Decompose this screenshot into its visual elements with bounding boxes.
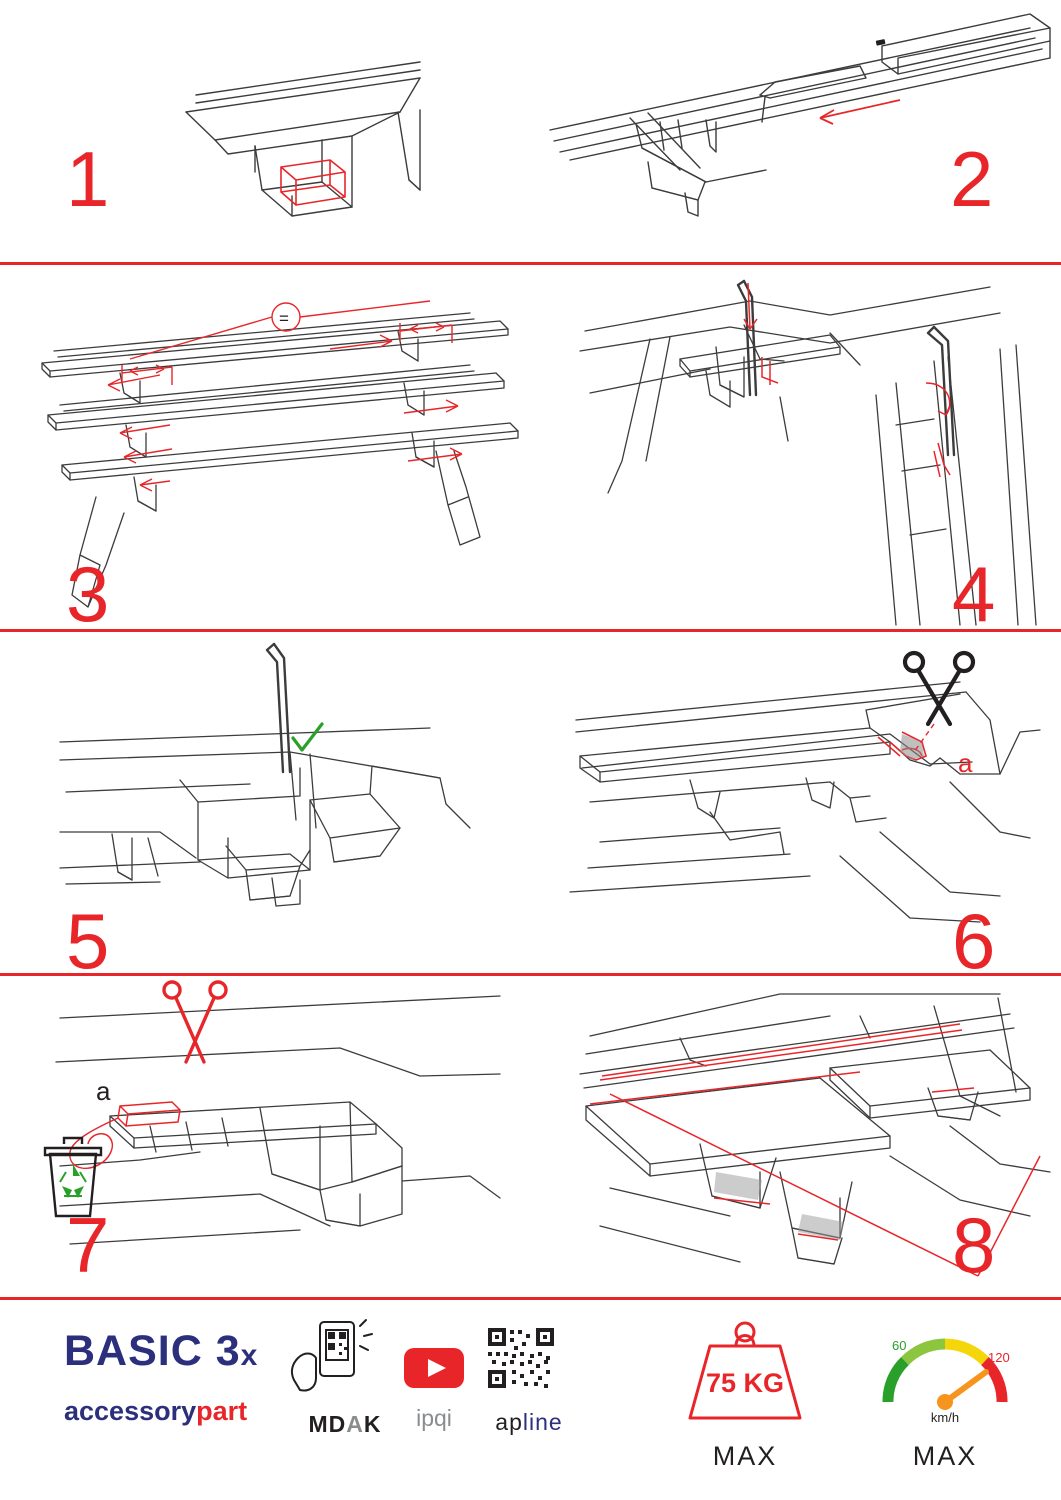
step-3-number: 3 [66, 550, 110, 629]
brand-block [64, 1328, 294, 1427]
mdak-part1: MD [308, 1411, 347, 1437]
brand-title-main: BASIC 3 [64, 1327, 241, 1375]
step-1-number: 1 [66, 135, 110, 223]
step-6-illustration [530, 632, 1061, 973]
step-5-illustration [0, 632, 530, 973]
max-load-block [660, 1310, 830, 1472]
qr-scan-phone-icon [290, 1318, 400, 1396]
callout-a-step6: a [958, 748, 973, 778]
max-load-value: 75 KG [705, 1368, 785, 1398]
svg-text:=: = [279, 309, 289, 328]
step-1-illustration [0, 0, 530, 262]
apline-part2: line [522, 1409, 563, 1435]
step-7-number: 7 [66, 1201, 110, 1289]
weight-icon [660, 1310, 830, 1430]
step-2-illustration [530, 0, 1061, 262]
step-8-number: 8 [952, 1201, 996, 1289]
step-5-number: 5 [66, 897, 110, 973]
mdak-part2: A [346, 1411, 364, 1437]
callout-a-step7: a [96, 1076, 111, 1106]
scissors-icon [164, 982, 226, 1062]
step-8-illustration [530, 976, 1061, 1297]
logo-youtube-caption: ipqi [416, 1405, 452, 1431]
mdak-part3: K [363, 1411, 382, 1437]
max-speed-block [860, 1310, 1030, 1472]
brand-word-two: part [196, 1396, 248, 1426]
speedometer-icon [860, 1310, 1030, 1430]
step-4-number: 4 [952, 550, 996, 629]
step-2-number: 2 [950, 135, 994, 223]
apline-part1: ap [495, 1409, 523, 1435]
max-load-label: MAX [712, 1441, 778, 1471]
svg-text:60: 60 [892, 1338, 907, 1353]
brand-word-one: accessory [64, 1396, 197, 1426]
brand-title [64, 1328, 294, 1379]
logo-mdak [290, 1318, 400, 1438]
qr-code [474, 1322, 584, 1394]
footer [0, 1300, 1061, 1500]
svg-text:120: 120 [988, 1350, 1010, 1365]
logo-mdak-caption [290, 1411, 400, 1438]
step-6-number: 6 [952, 897, 996, 973]
brand-subtitle [64, 1395, 294, 1427]
step-4-illustration [530, 265, 1061, 629]
youtube-icon [396, 1340, 472, 1390]
logo-apline-caption [474, 1409, 584, 1436]
brand-title-suffix: x [240, 1339, 259, 1372]
scissors-icon [905, 653, 973, 724]
check-mark [293, 724, 322, 750]
max-speed-label: MAX [912, 1441, 978, 1471]
step-7-illustration [0, 976, 530, 1297]
logo-youtube[interactable] [396, 1340, 472, 1432]
logo-apline [474, 1322, 584, 1436]
svg-text:km/h: km/h [930, 1410, 960, 1425]
step-3-illustration [0, 265, 530, 629]
